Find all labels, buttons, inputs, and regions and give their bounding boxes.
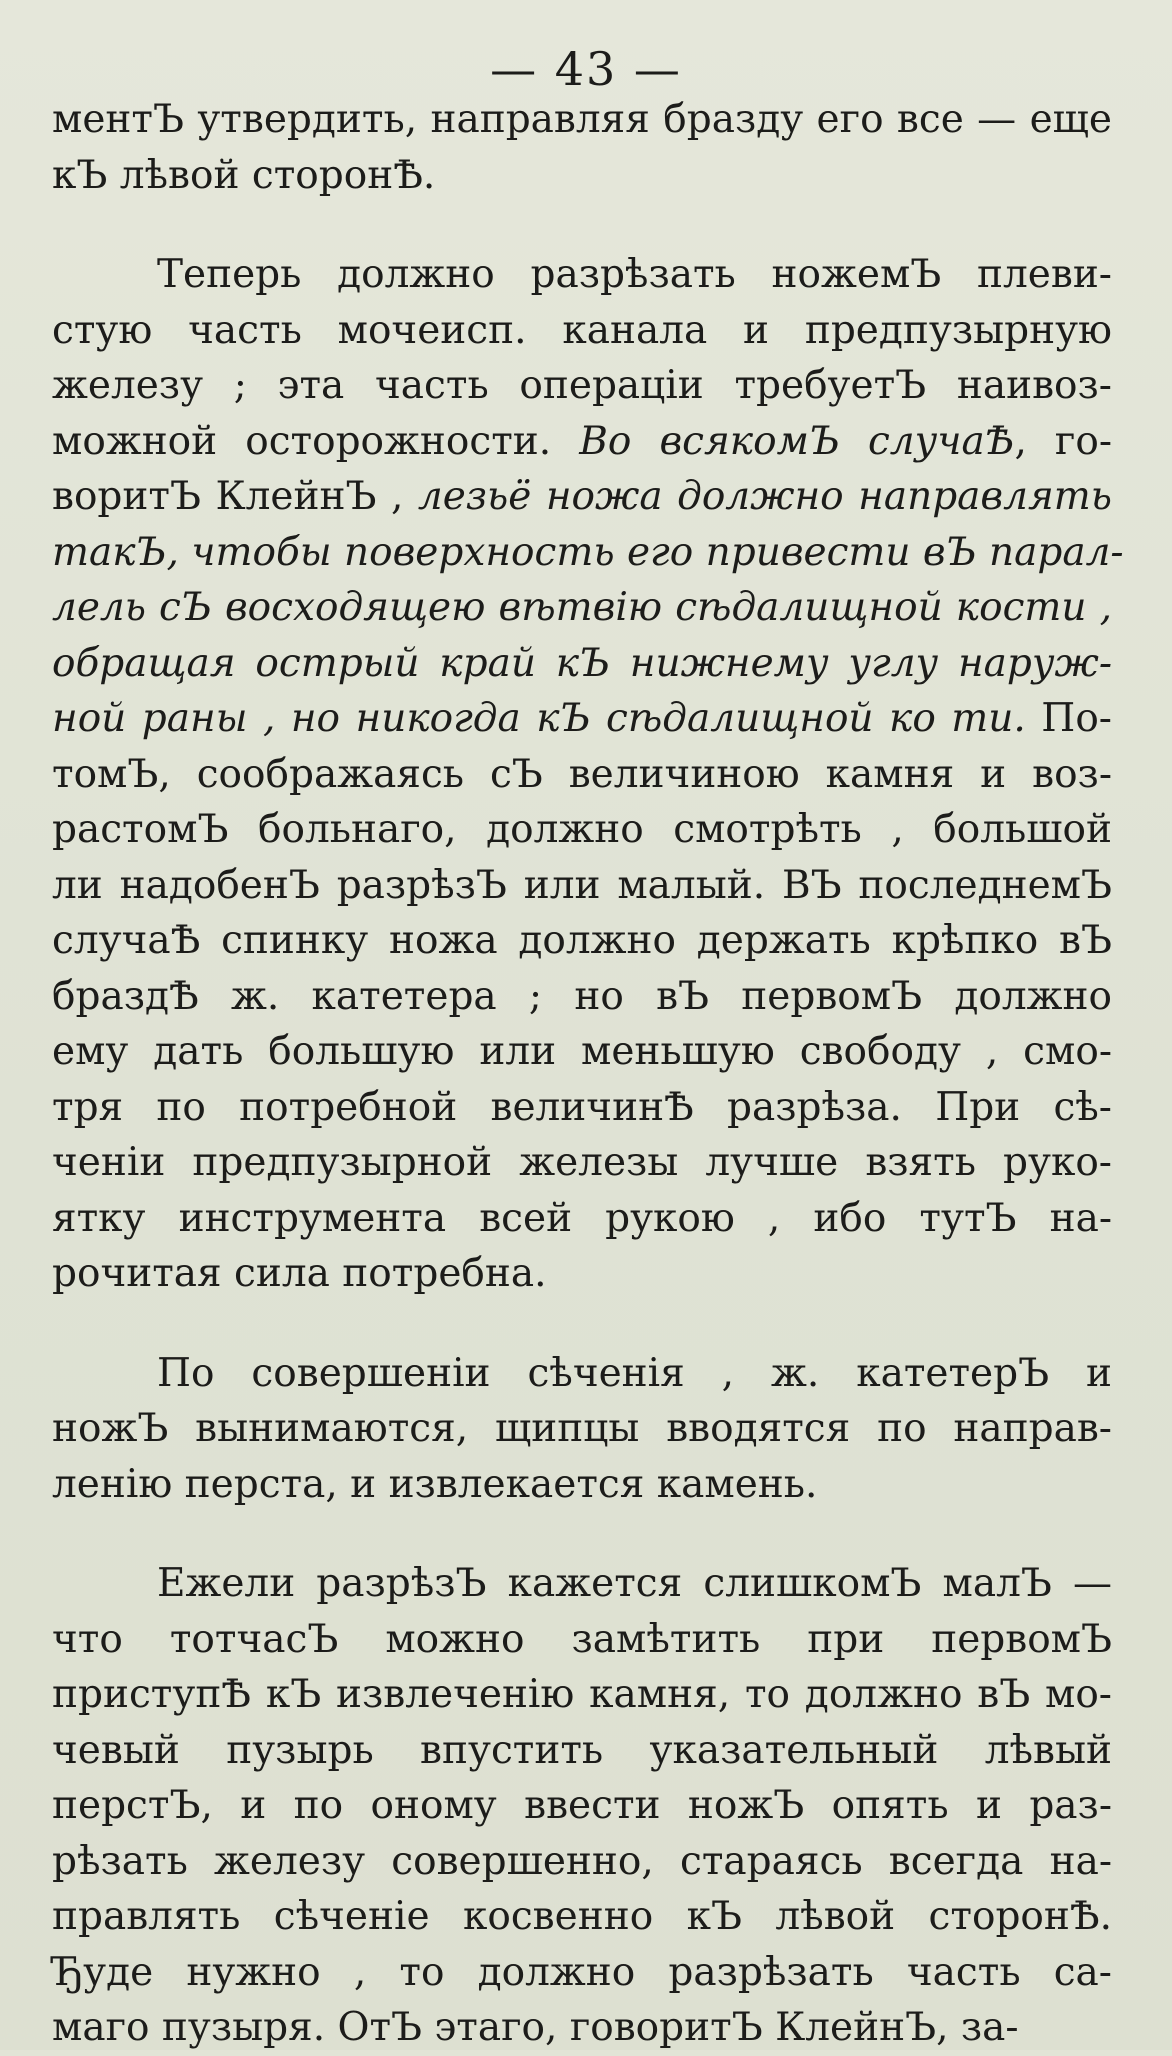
text-run: По совершеніи сѣченія , ж. катетерЪ и — [157, 1350, 1112, 1396]
text-line — [52, 148, 1112, 204]
page-body-text — [52, 92, 1124, 2056]
text-line — [52, 2000, 1112, 2056]
text-line — [52, 247, 1112, 303]
text-line — [52, 1080, 1112, 1136]
text-run: ножЪ вынимаются, щипцы вводятся по направ- — [52, 1406, 1112, 1451]
text-run: рочитая сила потребна. — [52, 1251, 547, 1296]
text-run: томЪ, соображаясь сЪ величиною камня и воз- — [52, 751, 1112, 797]
text-line — [52, 1401, 1112, 1457]
italic-text: ной раны , но никогда кЪ сѣдалищной ко ти. — [52, 696, 1026, 741]
text-line — [52, 747, 1112, 803]
text-line — [52, 92, 1112, 148]
text-run: приступѢ кЪ извлеченію камня, то должно вЪ мо- — [52, 1672, 1112, 1717]
page-number: — 43 — — [490, 42, 682, 96]
paragraph — [52, 1346, 1112, 1513]
text-line — [52, 414, 1112, 470]
text-run: , го- — [1014, 418, 1113, 464]
text-line — [52, 1834, 1112, 1890]
text-run: железу ; эта часть операціи требуетЪ наивоз- — [52, 363, 1112, 408]
text-run: чевый пузырь впустить указательный лѣвый — [52, 1727, 1112, 1773]
text-line — [52, 969, 1112, 1025]
italic-text: такЪ, чтобы поверхность его привести вЪ парал- — [52, 529, 1124, 575]
text-line — [52, 913, 1112, 969]
text-run: растомЪ больнаго, должно смотрѣть , большой — [52, 807, 1112, 852]
text-line — [52, 1191, 1112, 1247]
text-run: что тотчасЪ можно замѣтить при первомЪ — [52, 1616, 1112, 1662]
text-run: можной осторожности. — [52, 418, 580, 464]
text-line — [52, 1024, 1112, 1080]
text-run: По- — [1025, 696, 1112, 741]
text-run: ленію перста, и извлекается камень. — [52, 1461, 818, 1507]
text-line — [52, 636, 1112, 692]
text-line — [52, 1889, 1112, 1945]
text-run: ментЪ утвердить, направляя бразду его все — еще — [52, 97, 1112, 142]
text-run: маго пузыря. ОтЪ этаго, говоритЪ КлейнЪ, за- — [52, 2005, 1019, 2050]
paragraph — [52, 92, 1112, 203]
italic-text: лезьё ножа должно направлять — [417, 474, 1112, 519]
text-line — [52, 525, 1124, 581]
text-run: ченіи предпузырной железы лучше взять руко- — [52, 1140, 1112, 1185]
text-line — [52, 1246, 1112, 1302]
text-run: воритЪ КлейнЪ , — [52, 474, 418, 519]
italic-text: Во всякомЪ случаѢ — [579, 418, 1015, 464]
text-line — [52, 1945, 1112, 2001]
text-run: ему дать большую или меньшую свободу , смо- — [52, 1029, 1112, 1074]
text-run: браздѢ ж. катетера ; но вЪ первомЪ должно — [52, 973, 1112, 1019]
text-line — [52, 1612, 1112, 1668]
text-line — [52, 802, 1112, 858]
text-line — [52, 691, 1112, 747]
text-line — [52, 1457, 1112, 1513]
text-run: ли надобенЪ разрѣзЪ или малый. ВЪ последнемЪ — [52, 862, 1112, 908]
text-run: Ежели разрѣзЪ кажется слишкомЪ малЪ — — [157, 1561, 1112, 1606]
text-line — [52, 858, 1112, 914]
text-line — [52, 580, 1112, 636]
paragraph — [52, 1556, 1112, 2056]
text-line — [52, 1346, 1112, 1402]
text-line — [52, 1667, 1112, 1723]
text-line — [52, 358, 1112, 414]
text-line — [52, 303, 1112, 359]
italic-text: лель сЪ восходящею вѣтвію сѣдалищной кости , — [52, 585, 1112, 630]
text-run: рѣзать железу совершенно, стараясь всегда на- — [52, 1838, 1112, 1884]
text-line — [52, 1556, 1112, 1612]
text-run: тря по потребной величинѢ разрѣза. При сѣ- — [52, 1084, 1112, 1130]
text-line — [52, 1778, 1112, 1834]
paragraph — [52, 247, 1124, 1302]
text-run: правлять сѣченіе косвенно кЪ лѣвой сторонѢ. — [52, 1894, 1112, 1939]
text-run: ятку инструмента всей рукою , ибо тутЪ на- — [52, 1195, 1112, 1241]
text-run: случаѢ спинку ножа должно держать крѣпко вЪ — [52, 918, 1112, 963]
text-line — [52, 1723, 1112, 1779]
text-line — [52, 469, 1112, 525]
text-run: стую часть мочеисп. канала и предпузырную — [52, 307, 1112, 353]
text-run: кЪ лѣвой сторонѢ. — [52, 152, 436, 198]
italic-text: обращая острый край кЪ нижнему углу наруж- — [52, 640, 1112, 686]
text-line — [52, 1135, 1112, 1191]
text-run: перстЪ, и по оному ввести ножЪ опять и раз- — [52, 1783, 1112, 1828]
text-run: Теперь должно разрѣзать ножемЪ плеви- — [157, 252, 1112, 297]
text-run: Ђуде нужно , то должно разрѣзать часть са- — [52, 1949, 1112, 1995]
